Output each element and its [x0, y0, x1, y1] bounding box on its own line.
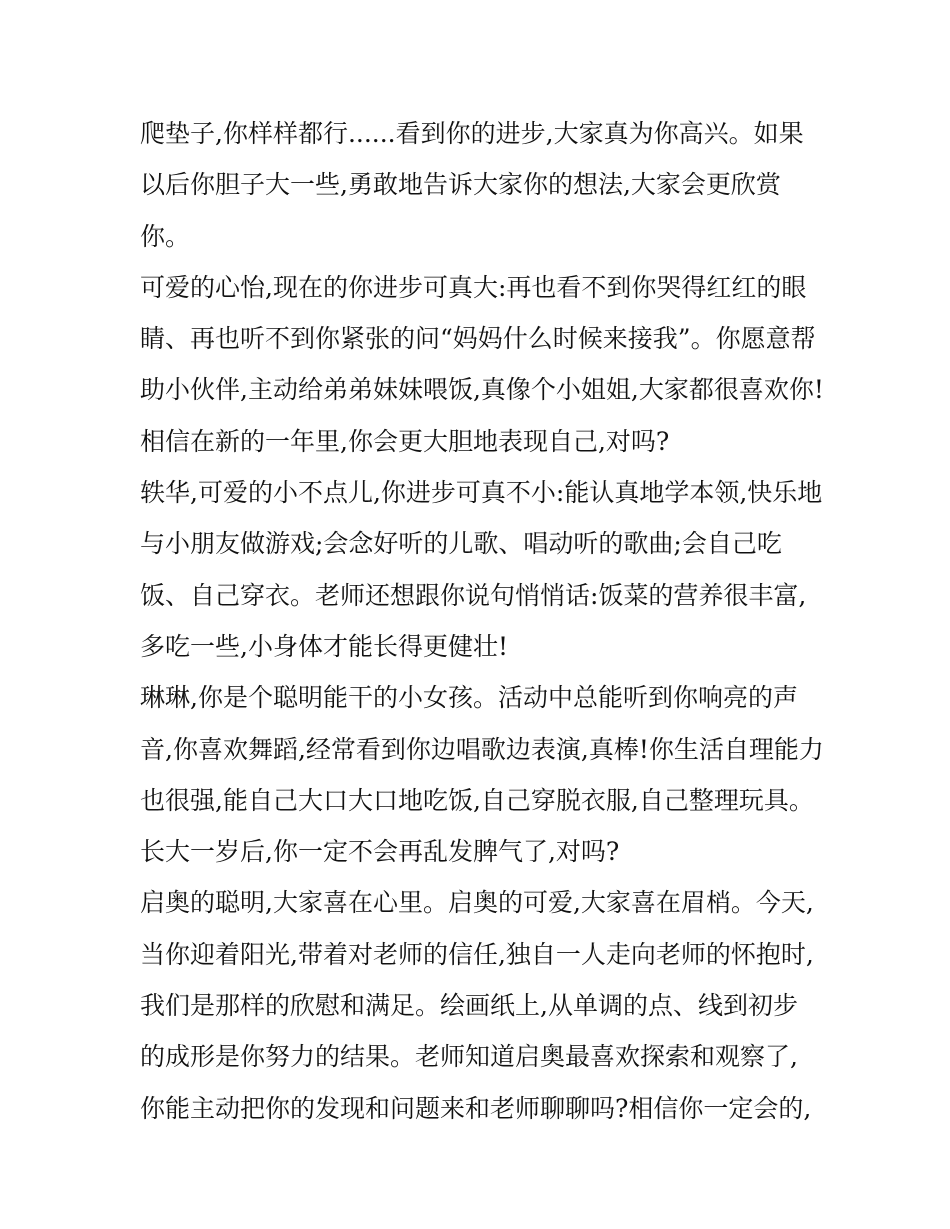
- text-line: 与小朋友做游戏;会念好听的儿歌、唱动听的歌曲;会自己吃: [140, 529, 782, 559]
- text-line: 相信在新的一年里,你会更大胆地表现自己,对吗?: [140, 426, 670, 456]
- text-line: 以后你胆子大一些,勇敢地告诉大家你的想法,大家会更欣赏: [140, 170, 781, 200]
- text-line: 的成形是你努力的结果。老师知道启奥最喜欢探索和观察了,: [140, 1042, 798, 1072]
- text-line: 你。: [140, 221, 191, 251]
- text-line: 长大一岁后,你一定不会再乱发脾气了,对吗?: [140, 837, 620, 867]
- text-line: 可爱的心怡,现在的你进步可真大:再也看不到你哭得红红的眼: [140, 272, 807, 302]
- text-line: 琳琳,你是个聪明能干的小女孩。活动中总能听到你响亮的声: [140, 683, 798, 713]
- text-line: 多吃一些,小身体才能长得更健壮!: [140, 631, 508, 661]
- text-line: 我们是那样的欣慰和满足。绘画纸上,从单调的点、线到初步: [140, 991, 798, 1021]
- text-line: 当你迎着阳光,带着对老师的信任,独自一人走向老师的怀抱时,: [140, 939, 814, 969]
- text-line: 音,你喜欢舞蹈,经常看到你边唱歌边表演,真棒!你生活自理能力: [140, 734, 824, 764]
- body-text: [140, 108, 830, 1134]
- text-line: 也很强,能自己大口大口地吃饭,自己穿脱衣服,自己整理玩具。: [140, 785, 814, 815]
- text-line: 爬垫子,你样样都行......看到你的进步,大家真为你高兴。如果: [140, 119, 804, 148]
- text-line: 启奥的聪明,大家喜在心里。启奥的可爱,大家喜在眉梢。今天,: [140, 888, 814, 918]
- text-line: 助小伙伴,主动给弟弟妹妹喂饭,真像个小姐姐,大家都很喜欢你!: [140, 375, 824, 405]
- text-line: 你能主动把你的发现和问题来和老师聊聊吗?相信你一定会的,: [140, 1093, 812, 1123]
- text-line: 轶华,可爱的小不点儿,你进步可真不小:能认真地学本领,快乐地: [140, 478, 823, 508]
- text-line: 睛、再也听不到你紧张的问“妈妈什么时候来接我”。你愿意帮: [140, 324, 816, 354]
- text-line: 饭、自己穿衣。老师还想跟你说句悄悄话:饭菜的营养很丰富,: [140, 580, 807, 610]
